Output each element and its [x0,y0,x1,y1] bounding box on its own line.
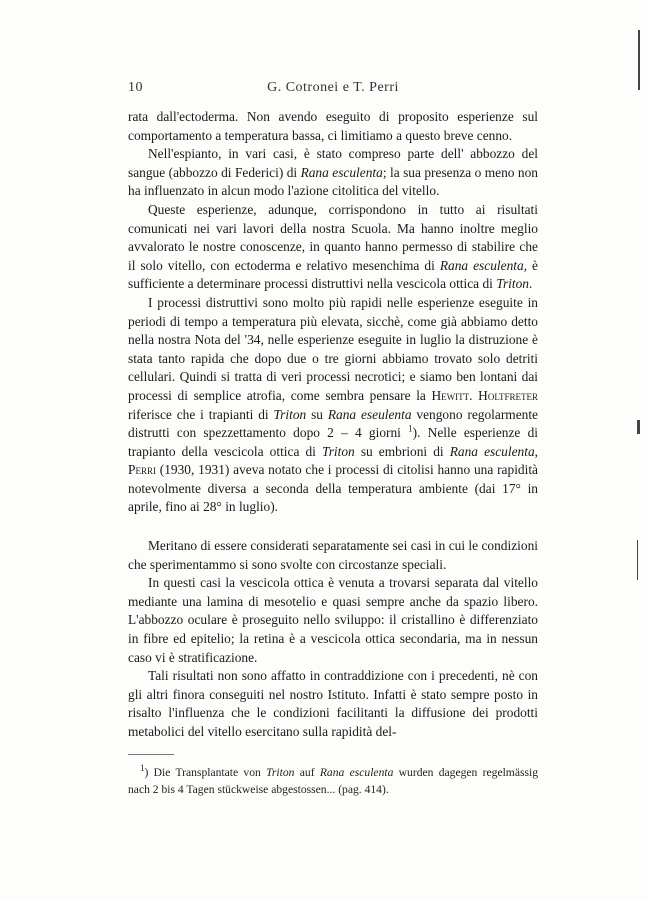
species-name: Rana esculenta [319,766,394,779]
paragraph-2 [128,145,538,201]
species-name: Rana esculenta [449,443,535,459]
text-span: ; la sua presenza o meno non ha influenzato in alcun modo l'azione citolitica del vitello. [128,164,538,199]
text-span: ). Nelle esperienze di trapianto della vescicola ottica di [128,425,538,459]
text-span: I processi distruttivi sono molto più rapidi nelle esperienze eseguite in periodi di tempo a temperatura più elevata, sicchè, come già abbiamo detto nella nostra Nota del '34, nelle esperienze eseguite in luglio la distruzione è stata tanto rapida che dopo due o tre giorni abbiamo trovato solo detriti cellulari. Quindi si tratta di veri processi necrotici; e siamo ben lontani dai processi di semplice atrofia, come sembra pensare la [128,294,538,403]
species-name: Rana esculenta [439,257,524,273]
text-span: , [534,443,539,459]
text-span: ) Die Transplantate von [144,766,267,779]
footnote-reference: 1 [408,423,413,434]
text-span: riferisce che i trapianti di [128,406,274,422]
scan-edge-mark [637,420,640,434]
author-name: Perri [128,462,156,478]
species-name: Rana eseulenta [327,406,412,422]
text-span: Queste esperienze, adunque, corrispondono in tutto ai risultati comunicati nei vari lavori della nostra Scuola. Ma hanno inoltre meglio avvalorato le nostre conoscenze, in quanto hanno permesso di stabilire che il solo vitello, con ectoderma e relativo mesenchima di [128,201,538,273]
text-span: su [306,406,328,422]
paragraph-4 [128,294,538,517]
text-span: (1930, 1931) aveva notato che i processi di citolisi hanno una rapidità notevolmente diversa a seconda della temperatura ambiente (dai 17° in aprile, fino ai 28° in luglio). [128,462,538,515]
body-text [128,108,538,742]
footnote-separator [128,754,174,755]
paragraph-3 [128,201,538,294]
text-span: auf [294,766,320,779]
text-span: . [469,387,479,403]
text-span: . [529,276,533,292]
species-name: Triton [496,276,530,292]
author-name: Hewitt [431,387,470,403]
text-span: Nell'espianto, in vari casi, è stato compreso parte dell' abbozzo del sangue (abbozzo di Federici) di [128,146,538,180]
scan-edge-mark [637,540,638,580]
running-title-authors: G. Cotronei e T. Perri [267,80,399,95]
species-name: Triton [266,766,295,779]
text-span: wurden dagegen regelmässig nach 2 bis 4 Tagen stückweise abgestossen... (pag. 414). [128,766,539,796]
species-name: Triton [273,406,307,422]
paragraph-5: Meritano di essere considerati separatamente sei casi in cui le condizioni che sperimentammo si sono svolte con circostanze speciali. [128,538,538,572]
footnote-mark: 1 [140,763,145,774]
footnote [128,764,538,798]
species-name: Rana esculenta [300,164,383,180]
scan-edge-mark [638,30,640,90]
paragraph-7: Tali risultati non sono affatto in contraddizione con i precedenti, nè con gli altri finora conseguiti nel nostro Istituto. Infatti è stato sempre posto in risalto l'influenza che le condizioni facilitanti la diffusione dei prodotti metabolici del vitello esercitano sulla rapidità del- [128,668,538,739]
paragraph-6: In questi casi la vescicola ottica è venuta a trovarsi separata dal vitello mediante una lamina di mesotelio e quasi sempre anche da spazio libero. L'abbozzo oculare è proseguito nello sviluppo: il cristallino è differenziato in fibre ed epitelio; la retina è a vescicola ottica secondaria, ma in nessun caso vi è stratificazione. [128,575,538,665]
text-span: , è sufficiente a determinare processi distruttivi nella vescicola ottica di [128,257,539,292]
author-name: Holtfreter [478,387,538,403]
paragraph-1: rata dall'ectoderma. Non avendo eseguito di proposito esperienze sul comportamento a temperatura bassa, ci limitiamo a questo breve cenno. [128,109,538,143]
text-span: su embrioni di [354,443,450,459]
page-number: 10 [128,80,143,95]
text-span: vengono regolarmente distrutti con spezzettamento dopo 2 – 4 giorni [128,406,539,441]
species-name: Triton [321,443,355,459]
